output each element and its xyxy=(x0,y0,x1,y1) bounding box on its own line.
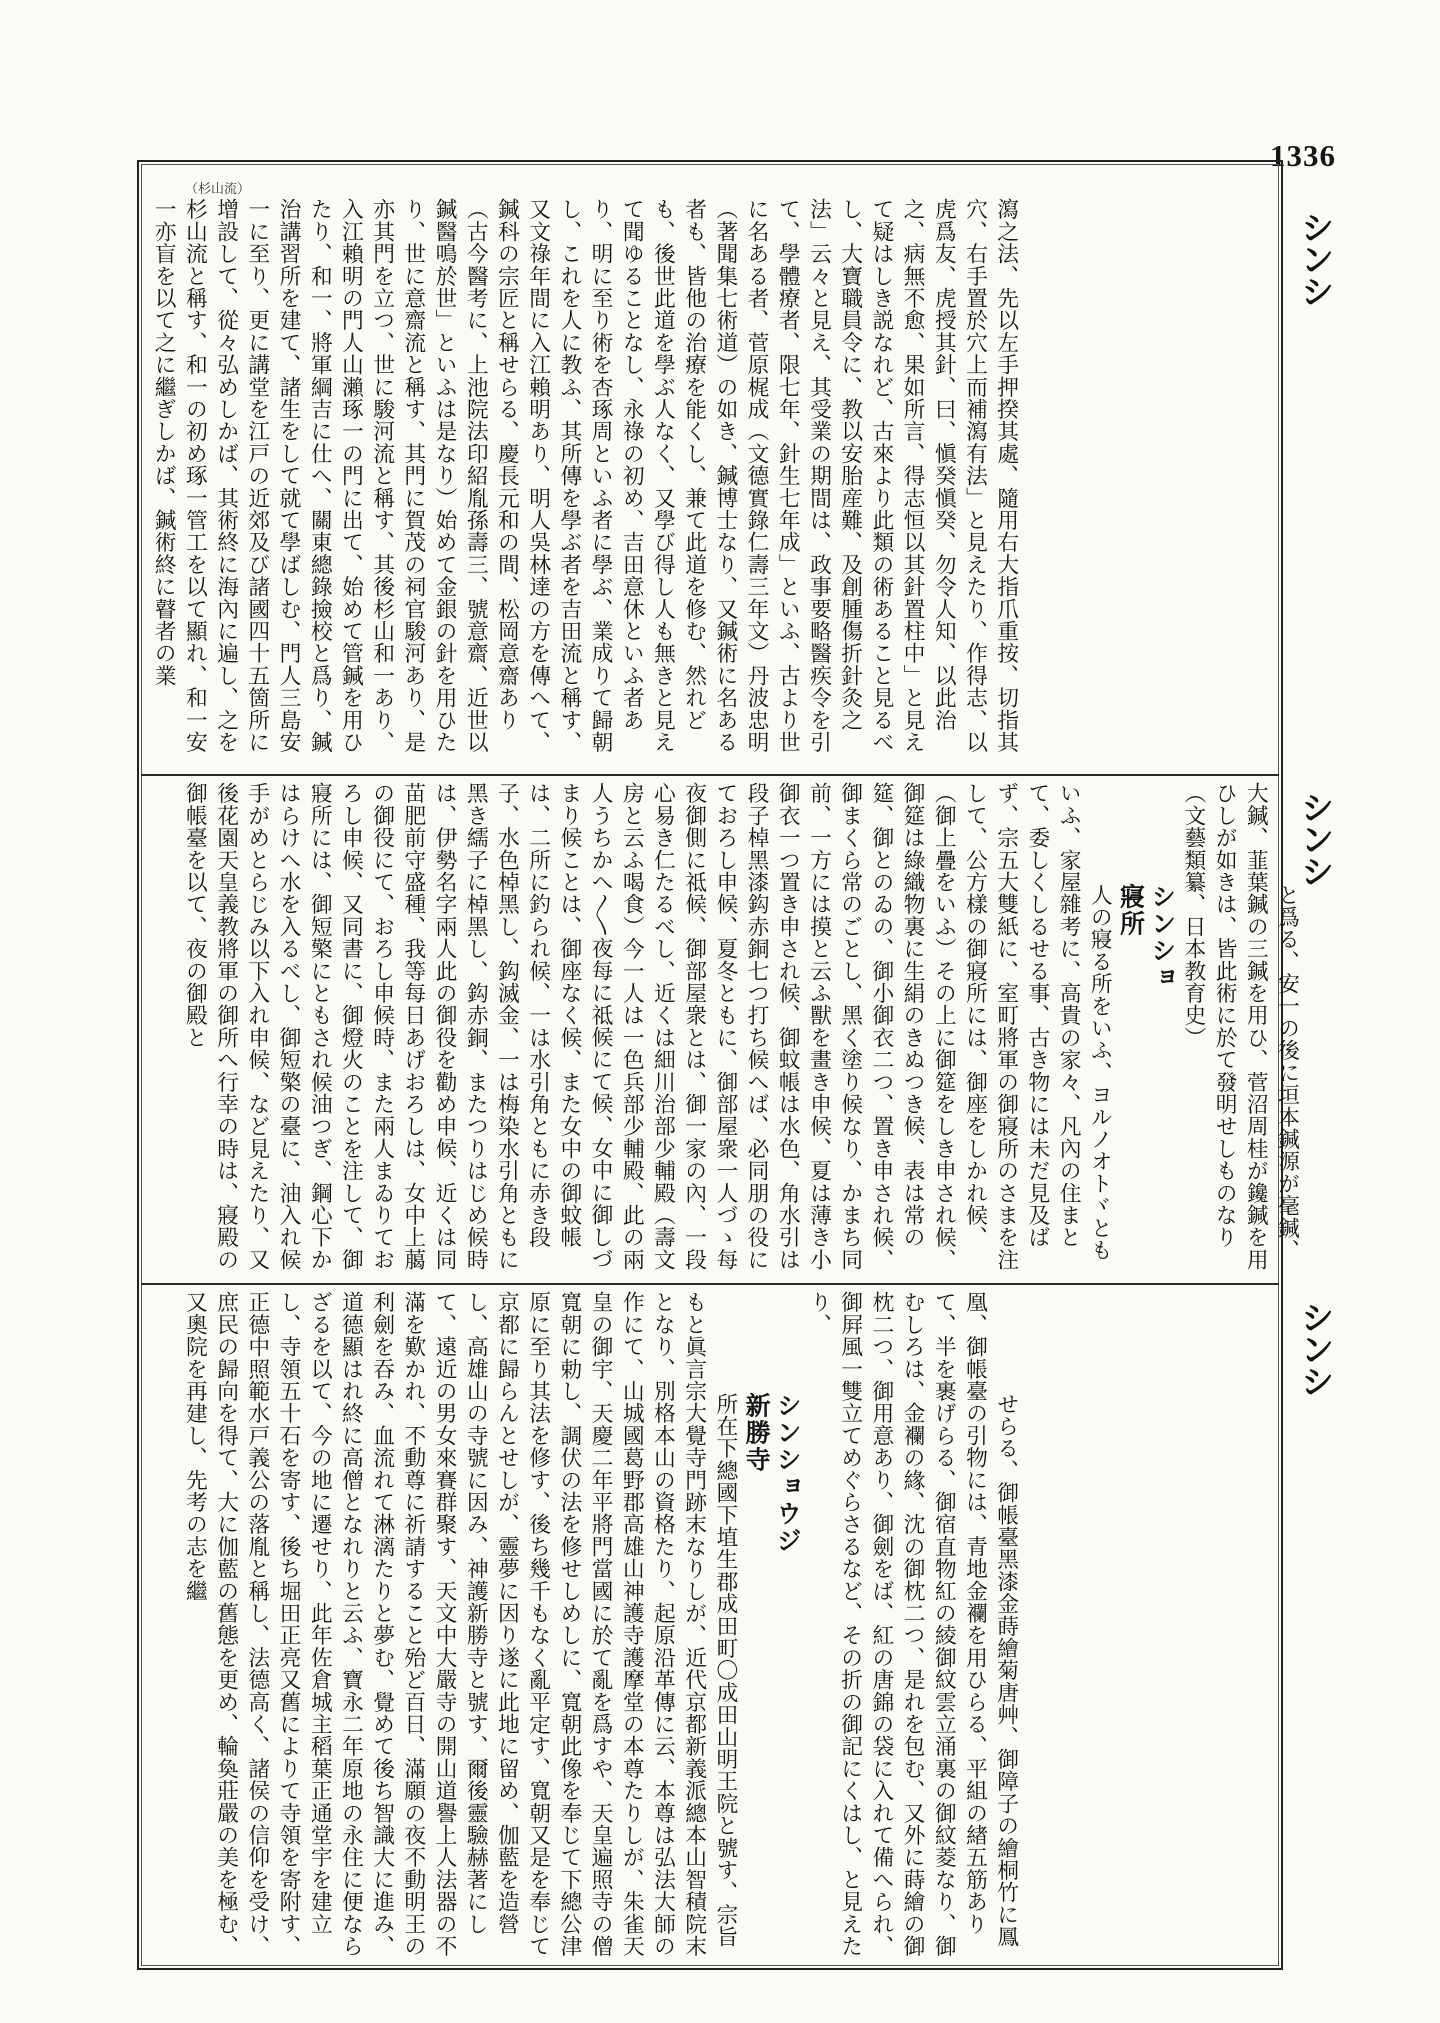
section-middle xyxy=(148,782,1300,1276)
page-number: 1336 xyxy=(1270,138,1336,173)
section-bottom-body xyxy=(148,1291,1053,1959)
section-top-text: 瀉之法、先以左手押揆其處、隨用右大指爪重按、切指其穴、右手置於穴上而補瀉有法」と見えたり、作得志、以虎爲友、虎授其針、曰、愼癸愼癸、勿令人知、以此治之、病無不愈、果如所言、得志恒以其針置柱中」と見えて疑はしき説なれど、古來より此類の術あること見るべし、大寶職員令に、教以安胎産難、及創腫傷折針灸之法」云々と見え、其受業の期間は、政事要略醫疾令を引て、學體療者、限七年、針生七年成」といふ、古より世に名ある者、菅原梶成（文德實錄仁壽三年文）丹波忠明（著聞集七術道）の如き、鍼博士なり、又鍼術に名ある者も、皆他の治療を能くし、兼て此道を修む、然れども、後世此道を學ぶ人なく、又學び得し人も無きと見えて聞ゆることなし、永祿の初め、吉田意休といふ者あり、明に至り術を杏琢周といふ者に學ぶ、業成りて歸朝し、これを人に教ふ、其所傳を學ぶ者を吉田流と稱す、又文祿年間に入江賴明あり、明人吳林達の方を傳へて、鍼科の宗匠と稱せらる、慶長元和の間、松岡意齋あり（古今醫考に、上池院法印紹胤孫壽三、號意齋、近世以鍼醫鳴於世」といふは是なり）始めて金銀の針を用ひたり、世に意齋流と稱す、其門に賀茂の祠官駿河あり、是亦其門を立つ、世に駿河流と稱す、其後杉山和一あり、入江賴明の門人山瀨琢一の門に出て、始めて管鍼を用ひたり、和一、將軍綱吉に仕へ、關東總錄撿校と爲り、鍼治講習所を建て、諸生をして就て學ばしむ、門人三島安一に至り、更に講堂を江戸の近郊及び諸國四十五箇所に增設して、從々弘めしかば、其術終に海內に遍し、之を杉山流と稱す、和一の初め琢一管工を以て顯れ、和一安一亦盲を以て之に繼ぎしかば、鍼術終に瞽者の業 xyxy=(151,198,1019,753)
section-bottom xyxy=(148,1291,1274,1959)
section-top xyxy=(148,198,1274,764)
entry-head-shinsho: シンショ xyxy=(1147,883,1177,992)
entry-text-shinshoji: 所在下總國下埴生郡成田町〇成田山明王院と號す、宗旨もと眞言宗大覺寺門跡末なりしが、近代京都新義派總本山智積院末となり、別格本山の資格たり、起原沿革傳に云、本尊は弘法大師の作にて、山城國葛野郡高雄山神護寺護摩堂の本尊たりしが、朱雀天皇の御宇、天慶二年平將門當國に於て亂を爲すや、天皇遍照寺の僧寬朝に勅し、調伏の法を修せしめしに、寬朝此像を奉じて下總公津原に至り其法を修す、後ち幾千もなく亂平定す、寬朝又是を奉じて京都に歸らんとせしが、靈夢に因り遂に此地に留め、伽藍を造營し、高雄山の寺號に因み、神護新勝寺と號す、爾後靈驗赫著にして、遠近の男女來賽群聚す、天文中大嚴寺の開山道譽上人法器の不滿を歎かれ、不動尊に祈請すること殆ど百日、滿願の夜不動明王の利劍を吞み、血流れて淋漓たりと夢む、覺めて後ち智識大に進み、道德顯はれ終に高僧となれりと云ふ、寶永二年原地の永住に便ならざるを以て、今の地に遷せり、此年佐倉城主稻葉正通堂宇を建立し、寺領五十石を寄す、後ち堀田正亮又舊によりて寺領を寄附す、正德中照範水戸義公の落胤と稱し、法德高く、諸侯の信仰を受け、庶民の歸向を得て、大に伽藍の舊態を更め、輪奐莊嚴の美を極む、又奧院を再建し、先考の志を繼 xyxy=(182,1291,738,1957)
running-label: （杉山流） xyxy=(185,182,251,197)
entry-title-shinshoji: 新勝寺 xyxy=(742,1392,772,1474)
entry-head-shinshoji: シンショウジ xyxy=(773,1392,803,1555)
side-heading-top: シンシ xyxy=(1294,210,1334,306)
section-middle-body xyxy=(148,782,1334,1276)
section-divider-top xyxy=(141,774,1279,776)
section-divider-bottom xyxy=(141,1283,1279,1285)
side-heading-middle: シンシ xyxy=(1294,790,1334,886)
entry-title-shinsho: 寢所 xyxy=(1116,883,1146,938)
section-bottom-lead-text: せらる、御帳臺黑漆金蒔繪菊唐艸、御障子の繪桐竹に鳳凰、御帳臺の引物には、青地金襴を用ひらる、平組の緖五筋ありて、半を裹げらる、御宿直物紅の綾御紋雲立涌裏の御紋菱なり、御むしろは、金襴の緣、沈の御枕二つ、是れを包む、又外に蒔繪の御枕二つ、御用意あり、御劍をば、紅の唐錦の袋に入れて備へられ、御屛風一雙立てめぐらさるなど、その折の御記にくはし、と見えたり、 xyxy=(806,1291,1019,1957)
entry-text-shinsho: 人の寢る所をいふ、ヨルノオトヾともいふ、家屋雜考に、高貴の家々、凡內の住まとて、委しくしるせる事、古き物には未だ見及ばず、宗五大雙紙に、室町將軍の御寢所のさまを注して、公方樣の御寢所には、御座をしかれ候、（御上疊をいふ）その上に御筵をしき申され候、御筵は綠織物裏に生絹のきぬつき候、表は常の筵、御とのゐの、御小御衣二つ、置き申され候、御まくら常のごとし、黑く塗り候なり、かまち同前、一方には摸と云ふ獸を畫き申候、夏は薄き小御衣一つ置き申され候、御蚊帳は水色、角水引は段子棹黑漆鈎赤銅七つ打ち候へば、必同朋の役にておろし申候、夏冬ともに、御部屋衆一人づゝ每夜御側に祗候、御部屋衆とは、御一家の內、一段心易き仁たるべし、近くは細川治部少輔殿（壽文房と云ふ喝食）今一人は一色兵部少輔殿、此の兩人うちかへ〳〵夜每に祗候にて候、女中に御しづまり候ことは、御座なく候、また女中の御蚊帳は、二所に釣られ候、一は水引角ともに赤き段子、水色棹黑し、鈎滅金、一は梅染水引角ともに黑き繻子に棹黑し、鈎赤銅、またつりはじめ候時は、伊勢名字兩人此の御役を勸め申候、近くは同苗肥前守盛種、我等每日あげおろしは、女中上﨟の御役にて、おろし申候時、また兩人まゐりておろし申候、又同書に、御燈火のことを注して、御寢所には、御短檠にともされ候油つぎ、鋼心下かはらけへ水を入るべし、御短檠の臺に、油入れ候手がめとらじみ以下入れ申候、など見えたり、又後花園天皇義教將軍の御所へ行幸の時は、寢殿の御帳臺を以て、夜の御殿と xyxy=(182,782,1113,1271)
side-heading-bottom: シンシ xyxy=(1294,1300,1334,1396)
section-middle-lead-text: と爲る、安一の後に垣本鍼源が毫鍼、大鍼、韮葉鍼の三鍼を用ひ、菅沼周桂が鑱鍼を用ひしが如きは、皆此術に於て發明せしものなり（文藝類纂、日本教育史） xyxy=(1180,782,1300,1271)
